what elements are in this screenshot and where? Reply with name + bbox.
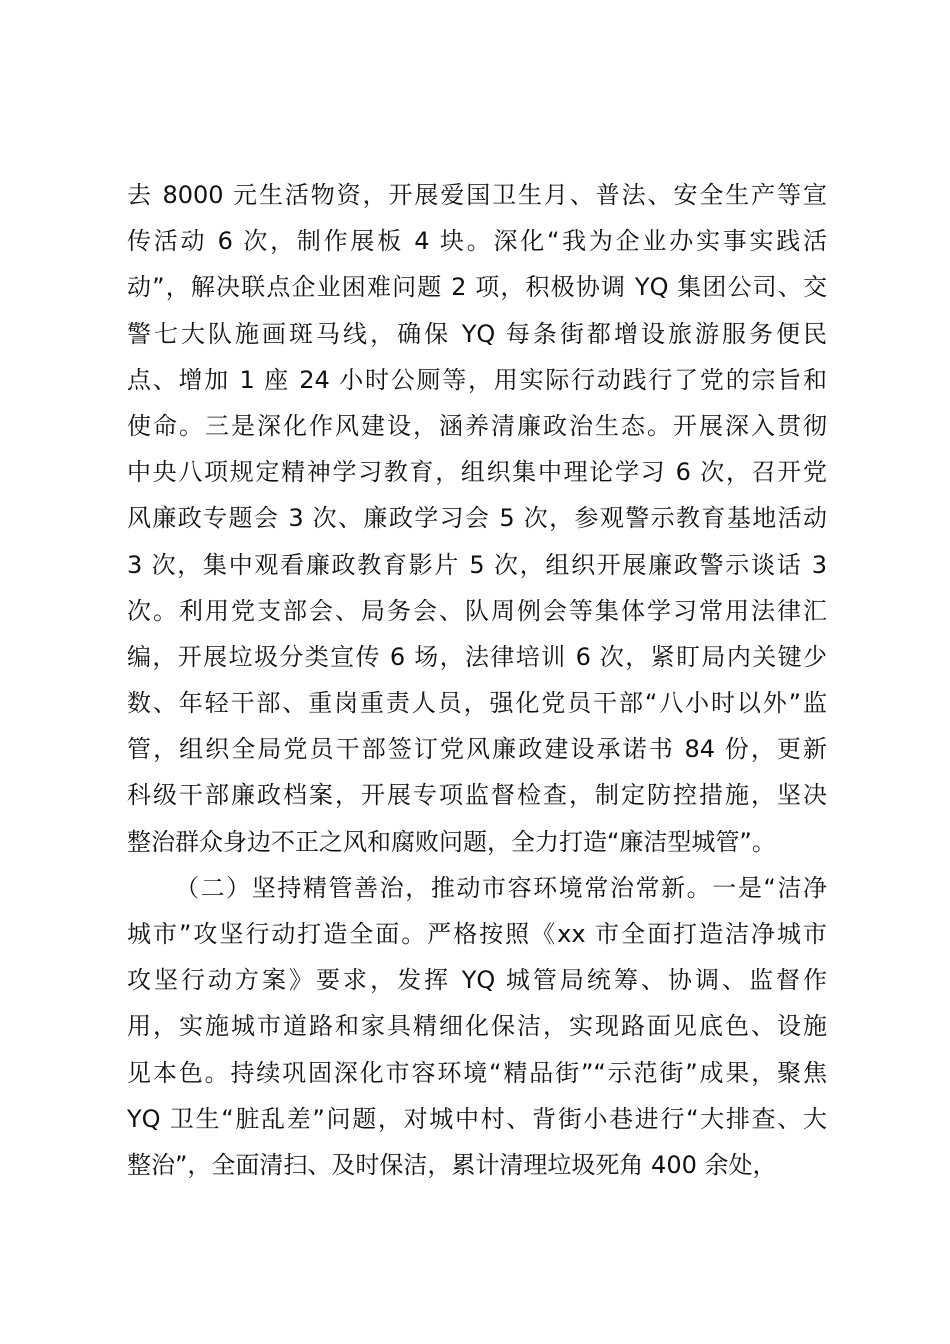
text-line: 3 次，集中观看廉政教育影片 5 次，组织开展廉政警示谈话 3 — [127, 550, 827, 579]
text-line: 去 8000 元生活物资，开展爱国卫生月、普法、安全生产等宣 — [127, 181, 827, 209]
text-line: 城市”攻坚行动打造全面。严格按照《xx 市全面打造洁净城市 — [127, 920, 827, 948]
text-line: 点、增加 1 座 24 小时公厕等，用实际行动践行了党的宗旨和 — [127, 365, 827, 394]
text-line: 警七大队施画斑马线，确保 YQ 每条街都增设旅游服务便民 — [127, 319, 827, 348]
text-line: 科级干部廉政档案，开展专项监督检查，制定防控措施，坚决 — [127, 781, 827, 810]
text-line: 整治群众身边不正之风和腐败问题，全力打造“廉洁型城管”。 — [127, 827, 776, 856]
body-text — [127, 172, 827, 1188]
text-line: 次。利用党支部会、局务会、队周例会等集体学习常用法律汇 — [127, 596, 827, 625]
section-heading-line: （二）坚持精管善治，推动市容环境常治常新。一是“洁净 — [175, 873, 827, 902]
text-line: 攻坚行动方案》要求，发挥 YQ 城管局统筹、协调、监督作 — [127, 966, 827, 995]
text-line: YQ 卫生“脏乱差”问题，对城中村、背街小巷进行“大排查、大 — [127, 1104, 827, 1133]
text-line: 见本色。持续巩固深化市容环境“精品街”“示范街”成果，聚焦 — [127, 1058, 827, 1087]
text-line: 整治”，全面清扫、及时保洁，累计清理垃圾死角 400 余处， — [127, 1150, 777, 1179]
text-line: 中央八项规定精神学习教育，组织集中理论学习 6 次，召开党 — [127, 458, 827, 487]
text-line: 传活动 6 次，制作展板 4 块。深化“我为企业办实事实践活 — [127, 227, 827, 256]
text-line: 风廉政专题会 3 次、廉政学习会 5 次，参观警示教育基地活动 — [127, 504, 827, 533]
text-line: 数、年轻干部、重岗重责人员，强化党员干部“八小时以外”监 — [127, 689, 827, 718]
text-line: 动”，解决联点企业困难问题 2 项，积极协调 YQ 集团公司、交 — [127, 273, 827, 302]
text-line: 用，实施城市道路和家具精细化保洁，实现路面见底色、设施 — [127, 1012, 827, 1041]
text-line: 管，组织全局党员干部签订党风廉政建设承诺书 84 份，更新 — [127, 735, 827, 764]
text-line: 使命。三是深化作风建设，涵养清廉政治生态。开展深入贯彻 — [127, 411, 827, 440]
text-line: 编，开展垃圾分类宣传 6 场，法律培训 6 次，紧盯局内关键少 — [127, 642, 827, 671]
